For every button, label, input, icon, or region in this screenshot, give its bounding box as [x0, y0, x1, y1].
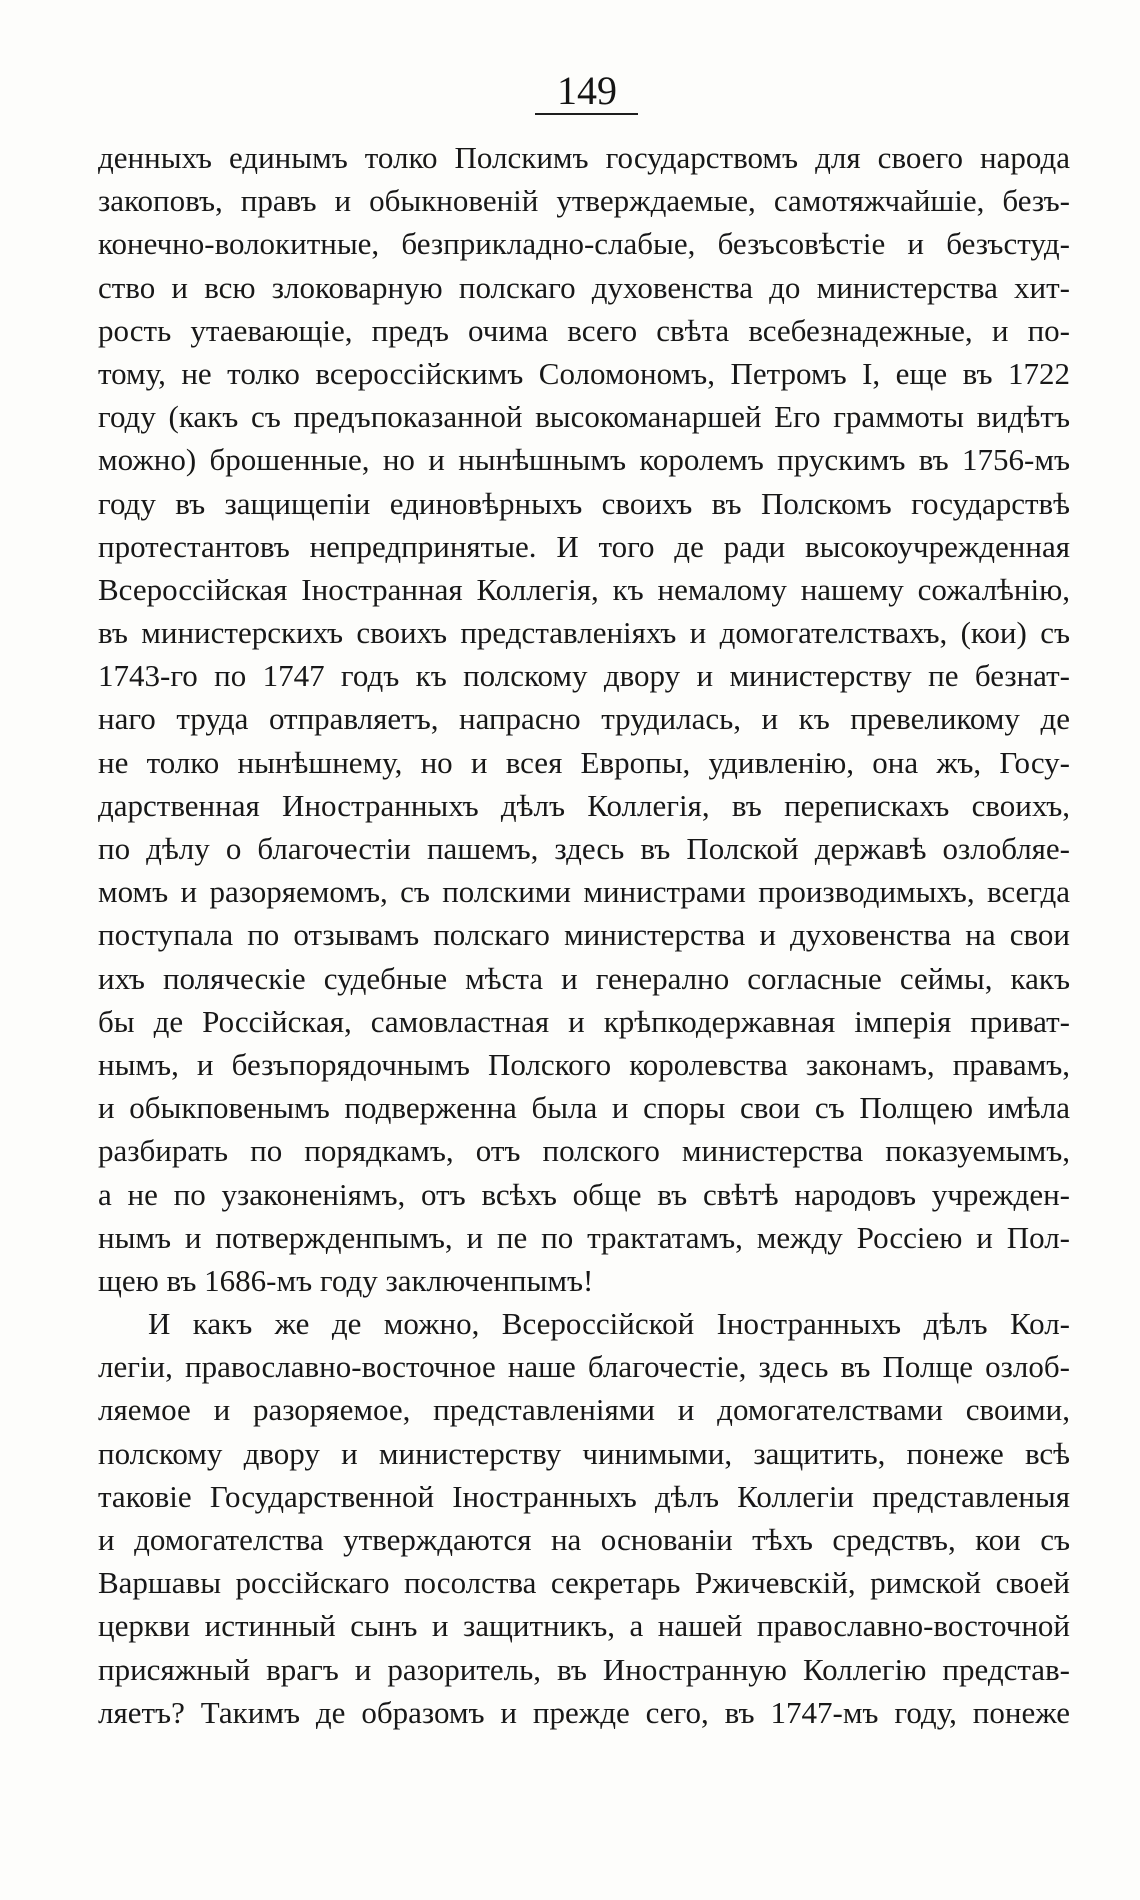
text-line: ство и всю злоковарную полскаго духовенства до министерства хит- [98, 269, 1070, 305]
text-line-indented: И какъ же де можно, Всероссійской Іностранныхъ дѣлъ Кол- [148, 1306, 1070, 1342]
paragraph-1 [98, 136, 1070, 1302]
text-line: можно) брошенные, но и нынѣшнымъ королемъ прускимъ въ 1756-мъ [98, 442, 1070, 478]
text-line: не толко нынѣшнему, но и всея Европы, удивленію, она жъ, Госу- [98, 744, 1070, 780]
text-line: ихъ поляческіе судебные мѣста и генерално согласные сеймы, какъ [98, 960, 1070, 996]
page-number-underline [535, 113, 638, 115]
body-text [98, 136, 1070, 1734]
text-line: дарственная Иностранныхъ дѣлъ Коллегія, въ перепискахъ своихъ, [98, 787, 1070, 823]
text-line: а не по узаконеніямъ, отъ всѣхъ обще въ свѣтѣ народовъ учрежден- [98, 1176, 1070, 1212]
text-line: момъ и разоряемомъ, съ полскими министрами производимыхъ, всегда [98, 874, 1070, 910]
text-line: рость утаевающіе, предъ очима всего свѣта всебезнадежные, и по- [98, 312, 1070, 348]
text-line: протестантовъ непредпринятые. И того де ради высокоучрежденная [98, 528, 1070, 564]
text-line: поступала по отзывамъ полскаго министерства и духовенства на свои [98, 917, 1070, 953]
text-line: году въ защищепіи единовѣрныхъ своихъ въ Полскомъ государствѣ [98, 485, 1070, 521]
text-line: году (какъ съ предъпоказанной высокоманаршей Его граммоты видѣтъ [98, 399, 1070, 435]
text-line: Всероссійская Іностранная Коллегія, къ немалому нашему сожалѣнію, [98, 571, 1070, 607]
text-line: бы де Россійская, самовластная и крѣпкодержавная імперія приват- [98, 1003, 1070, 1039]
text-line: нымъ, и безъпорядочнымъ Полского королевства законамъ, правамъ, [98, 1046, 1070, 1082]
text-line: и домогателства утверждаются на основаніи тѣхъ средствъ, кои съ [98, 1522, 1070, 1557]
text-line: и обыкповенымъ подверженна была и споры свои съ Полщею имѣла [98, 1090, 1070, 1126]
text-line: церкви истинный сынъ и защитникъ, а нашей православно-восточной [98, 1608, 1070, 1644]
text-line: денныхъ единымъ толко Полскимъ государствомъ для своего народа [98, 140, 1070, 175]
text-line: закоповъ, правъ и обыкновеній утверждаемые, самотяжчайшіе, безъ- [98, 183, 1070, 219]
text-line: Варшавы россійскаго посолства секретарь Ржичевскій, римской своей [98, 1565, 1070, 1601]
text-line: присяжный врагъ и разоритель, въ Иностранную Коллегію представ- [98, 1651, 1070, 1687]
text-line: таковіе Государственной Іностранныхъ дѣлъ Коллегіи представленыя [98, 1478, 1070, 1514]
text-line: въ министерскихъ своихъ представленіяхъ и домогателствахъ, (кои) съ [98, 615, 1070, 651]
text-line: 1743-го по 1747 годъ къ полскому двору и министерству пе безнат- [98, 658, 1070, 694]
text-line: разбирать по порядкамъ, отъ полского министерства показуемымъ, [98, 1133, 1070, 1169]
text-line: по дѣлу о благочестіи пашемъ, здесь въ Полской державѣ озлобляе- [98, 831, 1070, 866]
text-line: ляетъ? Такимъ де образомъ и прежде сего, въ 1747-мъ году, понеже [98, 1694, 1070, 1730]
text-line: полскому двору и министерству чинимыми, защитить, понеже всѣ [98, 1435, 1070, 1471]
text-line-last: щею въ 1686-мъ году заключенпымъ! [98, 1262, 594, 1298]
text-line: наго труда отправляетъ, напрасно трудилась, и къ превеликому де [98, 701, 1070, 737]
text-line: легіи, православно-восточное наше благочестіе, здесь въ Полще озлоб- [98, 1349, 1070, 1385]
page-number: 149 [557, 68, 617, 113]
text-line: ляемое и разоряемое, представленіями и домогателствами своими, [98, 1392, 1070, 1428]
text-line: конечно-волокитные, безприкладно-слабые, безъсовѣстіе и безъстуд- [98, 226, 1070, 262]
text-line: нымъ и потвержденпымъ, и пе по трактатамъ, между Россіею и Пол- [98, 1219, 1070, 1255]
text-line: тому, не толко всероссійскимъ Соломономъ, Петромъ I, еще въ 1722 [98, 355, 1070, 391]
paragraph-2 [98, 1302, 1070, 1734]
